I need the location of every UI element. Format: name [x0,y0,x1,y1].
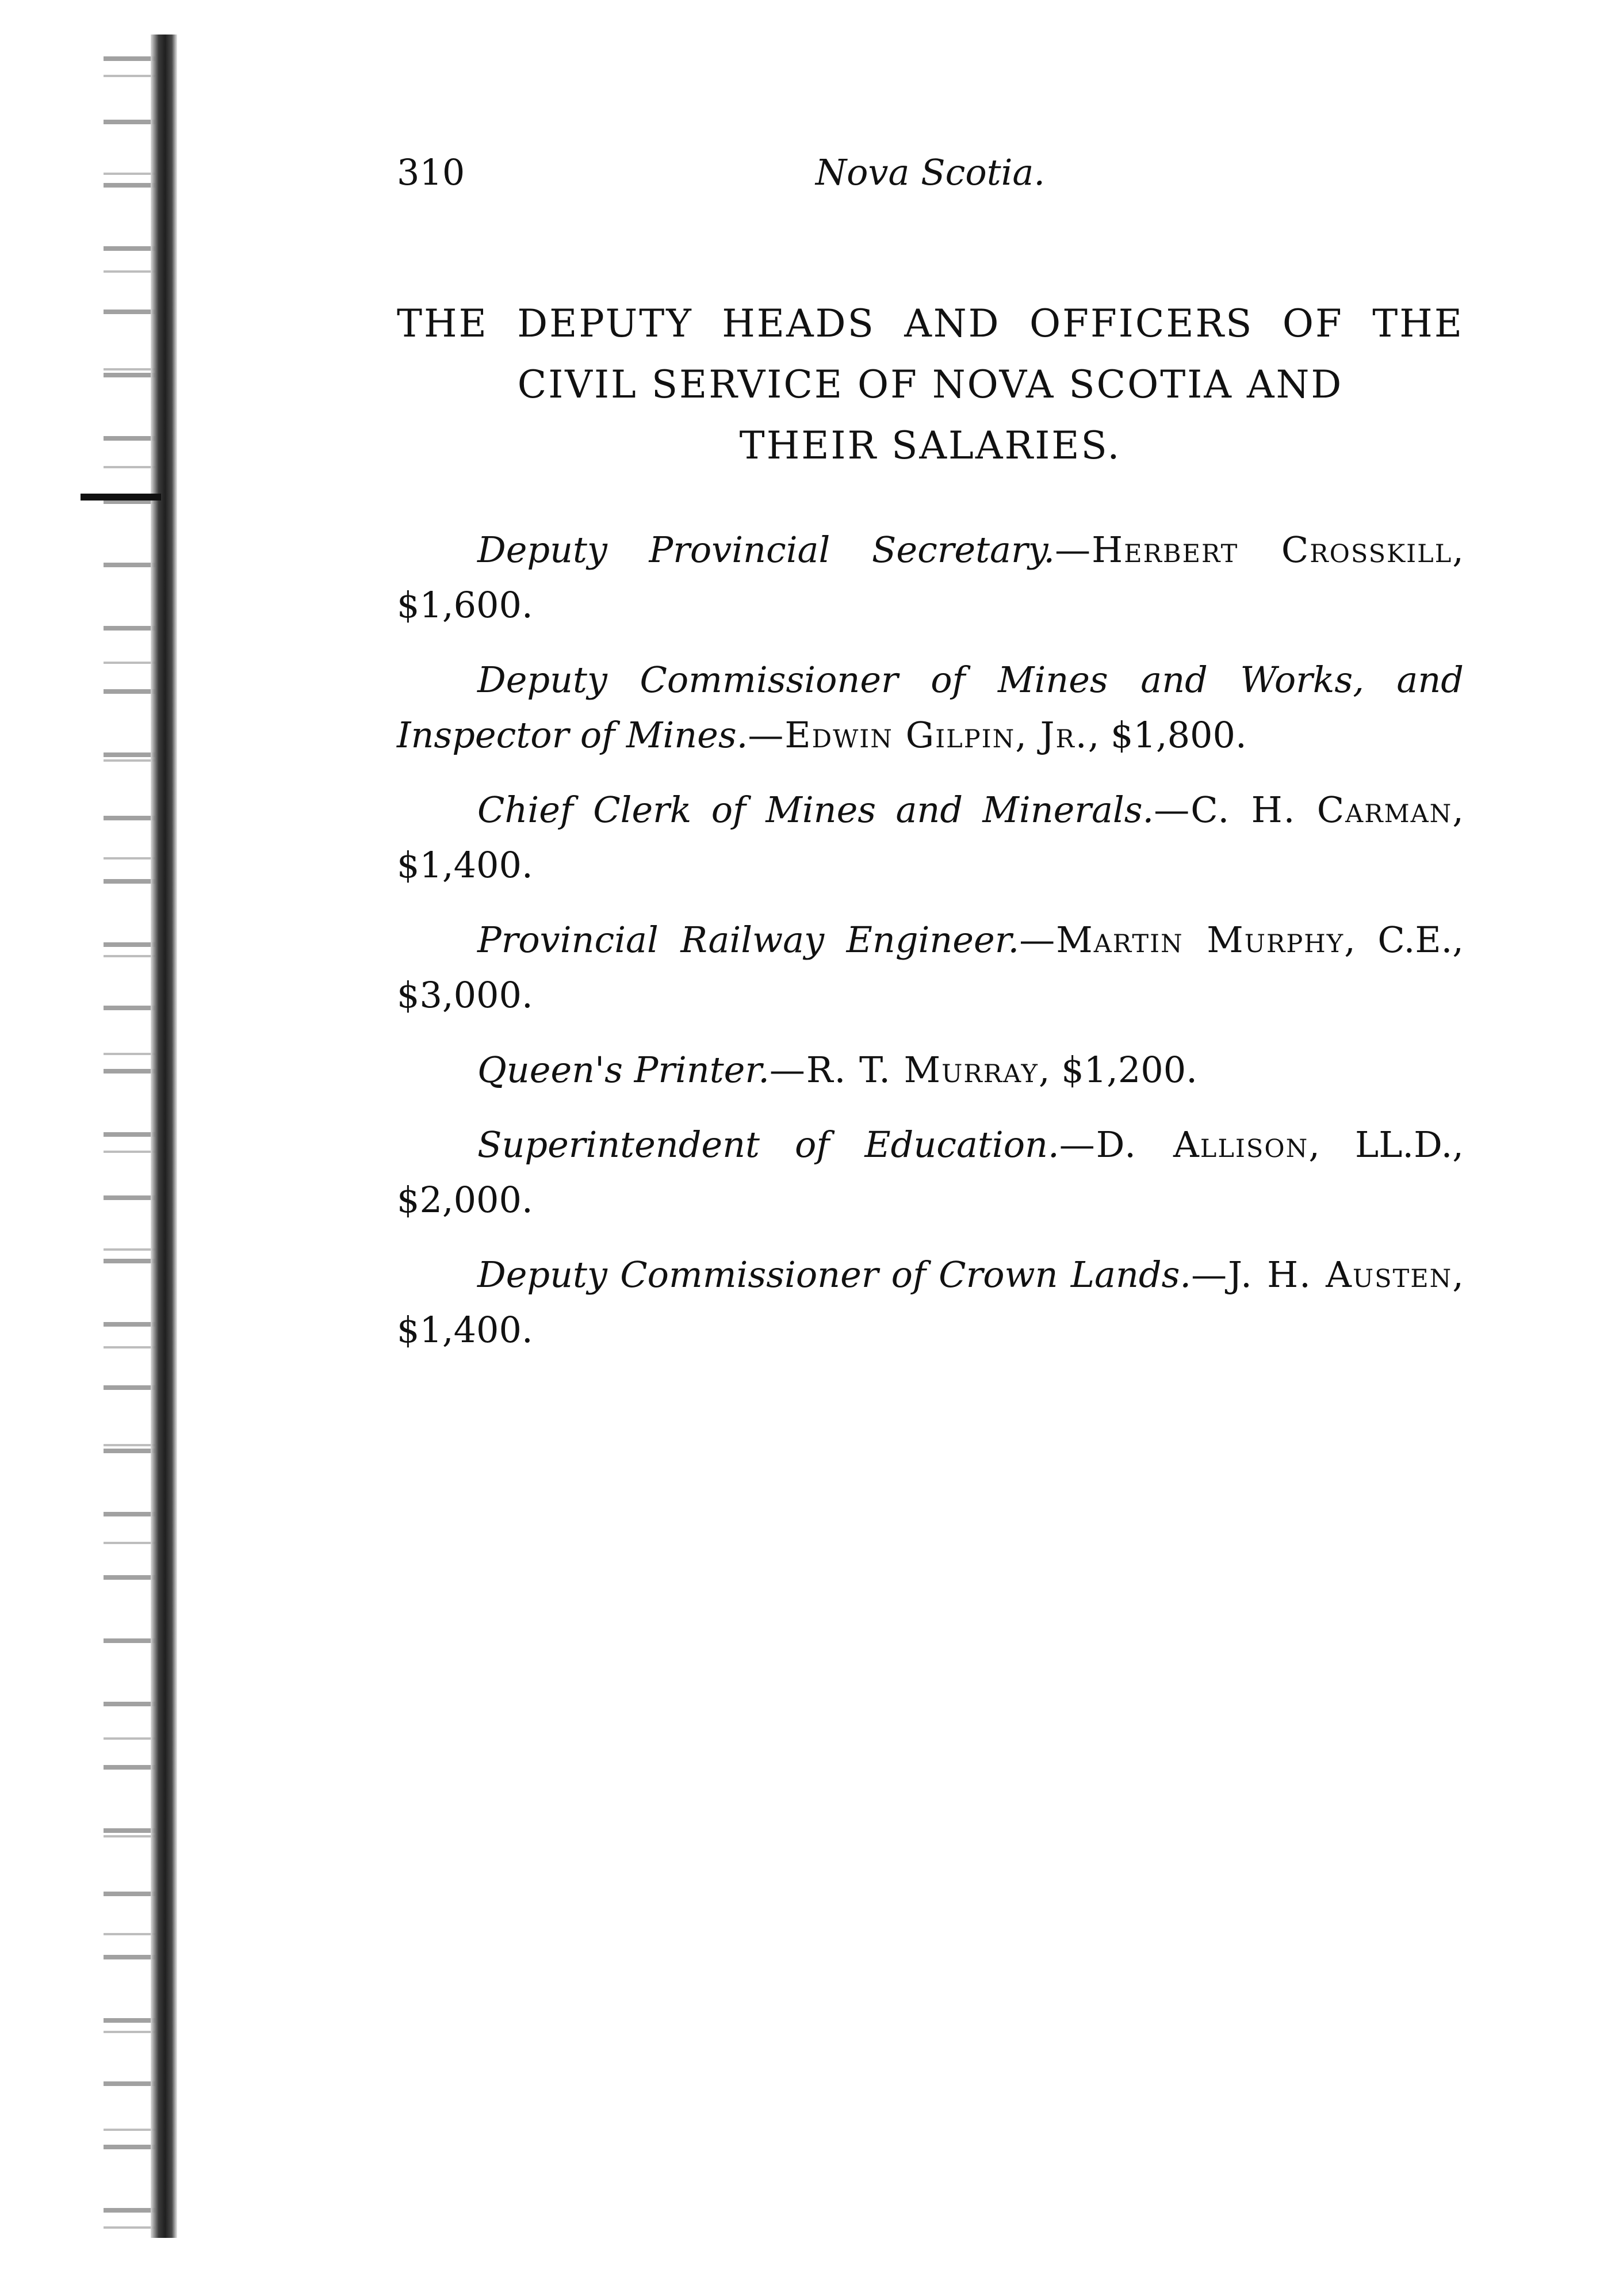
officer-name: —Martin Murphy [1019,919,1345,961]
running-title: Nova Scotia. [815,151,1046,193]
officer-salary: , $1,600. [397,529,1464,626]
officer-salary: , $1,400. [397,789,1464,886]
heading-line: THE DEPUTY HEADS AND OFFICERS OF THE [397,301,1464,346]
running-head [397,150,1464,196]
office-title: Superintendent of Education. [477,1124,1059,1166]
office-title: Chief Clerk of Mines and Minerals. [477,789,1154,831]
office-title: Provincial Railway Engineer. [477,919,1020,961]
officer-name: —Herbert Crosskill [1055,529,1453,571]
officer-entry [397,782,1464,893]
officer-name: —D. Allison [1059,1124,1309,1166]
officer-list [397,522,1464,1358]
officer-entry [397,1247,1464,1358]
office-title: Deputy Provincial Secretary. [477,529,1055,571]
officer-salary: , $1,800. [1088,714,1247,756]
officer-entry [397,652,1464,763]
officer-name: —C. H. Carman [1154,789,1453,831]
heading-line: THEIR SALARIES. [739,423,1121,468]
officer-name: —Edwin Gilpin, Jr. [748,714,1088,756]
section-heading [397,293,1464,476]
heading-line: CIVIL SERVICE OF NOVA SCOTIA AND [517,362,1343,407]
officer-salary: , C.E., $3,000. [397,919,1464,1016]
book-binding-edge [151,35,177,2238]
binding-mark [81,494,161,501]
page-number: 310 [397,151,465,193]
officer-salary: , $1,400. [397,1254,1464,1351]
officer-entry [397,1117,1464,1228]
officer-name: —R. T. Murray [769,1049,1039,1091]
office-title: Deputy Commissioner of Crown Lands. [477,1254,1192,1296]
binding-speckle [104,35,155,2238]
book-page [397,150,1464,1377]
officer-salary: , LL.D., $2,000. [397,1124,1464,1221]
officer-salary: , $1,200. [1038,1049,1197,1091]
office-title: Queen's Printer. [477,1049,770,1091]
officer-entry [397,912,1464,1023]
officer-name: —J. H. Austen [1191,1254,1453,1296]
officer-entry [397,1042,1464,1098]
office-title: Deputy Commissioner of Mines and Works, and Inspector of Mines. [397,659,1464,756]
officer-entry [397,522,1464,633]
